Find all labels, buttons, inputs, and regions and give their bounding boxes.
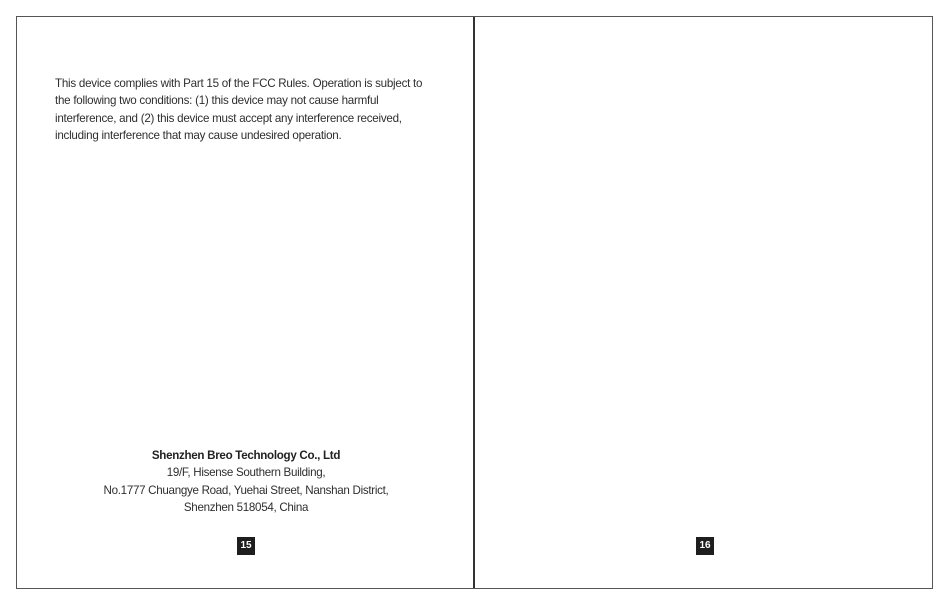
page-number-right: 16 — [696, 537, 714, 555]
fcc-statement: This device complies with Part 15 of the FCC Rules. Operation is subject to the following two conditions: (1) this device may not cause harmful interference, and (2) this device must accept any interference received, including interference that may cause undesired operation. — [55, 77, 423, 142]
address-line-1: 19/F, Hisense Southern Building, — [166, 466, 326, 480]
company-name: Shenzhen Breo Technology Co., Ltd — [151, 449, 341, 462]
left-page — [17, 17, 475, 588]
manual-spread — [16, 16, 933, 589]
company-address-block — [17, 447, 475, 516]
address-line-2: No.1777 Chuangye Road, Yuehai Street, Nanshan District, — [103, 483, 389, 497]
page-number-left: 15 — [237, 537, 255, 555]
address-line-3: Shenzhen 518054, China — [183, 500, 309, 514]
right-page — [477, 17, 932, 588]
